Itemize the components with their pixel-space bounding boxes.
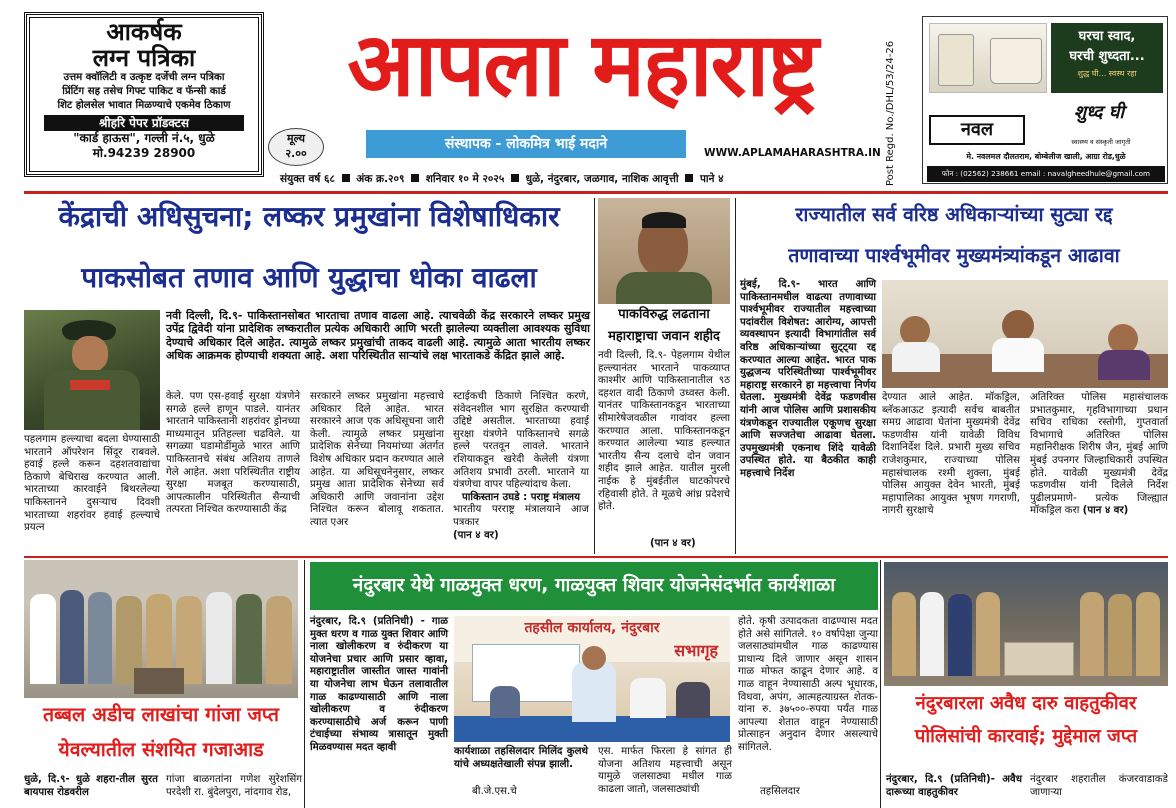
- lead-col-4-end: भारतीय परराष्ट्र मंत्रालयाने आज पत्रकार: [453, 504, 589, 528]
- ad-phone: मो.94239 28900: [92, 146, 196, 160]
- dateline: [280, 170, 900, 188]
- ad-title: आकर्षक: [106, 18, 182, 46]
- ad-title-2: लग्न पत्रिका: [92, 44, 196, 72]
- lead-col-2: केले. पण एस-हवाई सुरक्षा यंत्रणेने सगळे हल्ले हाणून पाडले. यानंतर भारताने पाकिस्तानी शहरांवर ड्रोनच्या माध्यमातून प्रतिहल्ला चढविले. या सगळ्या घडामोडींमुळे भारत आणि पाकिस्तानचे संबंध अतिशय ताणले गेले आहेत. अशा परिस्थितीत राष्ट्रीय सुरक्षा मजबूत करण्यासाठी, आपत्कालीन परिस्थितीत सैन्याची तत्परता निश्चित करण्यासाठी केंद्र: [166, 391, 300, 516]
- section-rule: [24, 556, 1168, 558]
- ad-line-3: शिट होलसेल भावात मिळण्याचे एकमेव ठिकाण: [57, 100, 231, 111]
- brand-sub: स्वास्थ्य व संस्कृती जागृती: [1071, 138, 1131, 146]
- workshop-headline: नंदुरबार येथे गाळमुक्त धरण, गाळयुक्त शिवार योजनेसंदर्भात कार्यशाळा: [352, 575, 836, 596]
- wedding-card-ad: [24, 12, 264, 177]
- police-seizure-photo: [24, 560, 298, 698]
- cm-continued: (पान ४ वर): [1082, 505, 1129, 517]
- column-rule-1: [594, 198, 595, 554]
- liquor-seizure-photo: [884, 562, 1168, 686]
- masthead-title: आपला महाराष्ट्र: [347, 13, 817, 116]
- dateline-editions: धुळे, नंदुरबार, जळगाव, नाशिक आवृत्ती: [525, 173, 679, 185]
- dateline-issue: अंक क्र.२०९: [356, 173, 405, 185]
- lead-headline-1: केंद्राची अधिसुचना; लष्कर प्रमुखांना विशेषाधिकार: [58, 200, 560, 233]
- martyr-caption-1: पाकविरुद्ध लढताना: [618, 307, 710, 322]
- ad-contact-right: फोन : (02562) 238661 email : navalgheedhule@gmail.com: [927, 166, 1165, 182]
- ad-address-right: मे. नवलमल दौलतराम, बोम्बेलीज खाली, आग्रा रोड,धुळे: [966, 152, 1126, 161]
- photo-sign-2: सभागृह: [674, 641, 718, 660]
- liquor-col-2: नंदुरबार शहरातील कंजरवाडाकडे जाणाऱ्या: [1030, 774, 1168, 798]
- workshop-col-3: एस. मार्फत फिरला हे सांगत ही योजना अतिशय महत्त्वाची असून यामुळे जलसाठ्या मधील गाळ काढला जातो, जलसाठ्यांची: [598, 746, 732, 795]
- lead-col-3: सरकारने लष्कर प्रमुखांना महत्त्वाचे अधिकार दिले आहेत. भारत सरकारने आज एक अधिसूचना जारी केली. त्यामुळे लष्कर प्रमुखांना प्रादेशिक सेनेच्या नियमांच्या अंतर्गत विशेष अधिकार प्रदान करण्यात आले आहेत. या अधिसूचनेनुसार, लष्कर प्रमुख आता प्रादेशिक सेनेच्या सर्व अधिकारी आणि जवानांना उद्देश निश्चित करून बोलावू शकतात. त्यात एअर: [310, 391, 444, 528]
- martyr-text: नवी दिल्ली, दि.९- पेहलगाम येथील हल्ल्यानंतर भारताने पाकव्याप्त काश्मीर आणि पाकिस्तानातील ९ठ दहशत वादी ठिकाणे उध्वस्त केली. यानंतर पाकिस्तानकडून भारताच्या सीमारेषेजवळील गावांवर हल्ला करण्यात आला. पाकिस्तानकडून करण्यात आलेल्या भ्याड हल्ल्यात भारतीय सैन्य दलाचे दोन जवान शहीद झाले आहेत. यातील मुरली नाईक हे मुंबईतील घाटकोपरचे रहिवासी होते. ते मूळचे आंध्र प्रदेशचे होते.: [598, 350, 730, 513]
- liquor-headline-2: पोलिसांची कारवाई; मुद्देमाल जप्त: [914, 726, 1138, 747]
- masthead-rule: [24, 191, 1168, 194]
- workshop-tahsil: तहसिलदार: [760, 786, 800, 797]
- founder-bar: संस्थापक - लोकमित्र भाई मदाने: [366, 130, 686, 158]
- ad-address: "कार्ड हाऊस", गल्ली नं.५, धुळे: [73, 131, 215, 145]
- ganja-col-1: धुळे, दि.९- धुळे शहरा-तील सुरत बायपास रोडवरील: [24, 774, 158, 798]
- ad-shop-name: श्रीहरि पेपर प्रॉडक्टस: [44, 115, 244, 131]
- dateline-date: शनिवार १० मे २०२५: [425, 173, 505, 185]
- lead-continued: (पान ४ वर): [453, 529, 499, 541]
- cm-col-1: मुंबई, दि.९- भारत आणि पाकिस्तानमधील वाढत्या तणावाच्या पार्श्वभूमीवर राज्यातील महत्त्वाच्या पदांवरील विशेषत: आरोग्य, आपत्ती व्यवस्थापन इत्यादी विभागांतील सर्व वरिष्ठ अधिकाऱ्यांच्या सुट्ट्या रद्द करण्यात आल्या आहेत. भारत पाक युद्धजन्य परिस्थितीच्या पार्श्वभूमीवर महाराष्ट्र सरकारने हा महत्त्वाचा निर्णय घेतला. मुख्यमंत्री देवेंद्र फडणवीस यांनी आज पोलिस आणि प्रशासकीय यंत्रणेकडून राज्यातील एकूणच सुरक्षा आणि सज्जतेचा आढावा घेतला. उपमुख्यमंत्री एकनाथ शिंदे यावेळी उपस्थित होते. या बैठकीत काही महत्त्वाचे निर्देश: [740, 279, 876, 479]
- website-url: WWW.APLAMAHARASHTRA.IN: [704, 147, 881, 159]
- column-rule-3: [304, 560, 305, 808]
- cm-headline-2: तणावाच्या पार्श्वभूमीवर मुख्यमंत्र्यांकडून आढावा: [788, 244, 1120, 267]
- liquor-col-1: नंदुरबार, दि.९ (प्रतिनिधी)- अवैध दारूच्या वाहतुकीवर: [886, 774, 1022, 798]
- lead-col-4: स्टाईकची ठिकाणे निश्चित करणे, संवेदनशील भाग सुरक्षित करण्याची उद्दिष्टे असतील. भारताच्या हवाई सुरक्षा यंत्रणेने पाकिस्तानचे सगळे हल्ले परतवून लावले. भारताने रशियाकडून खरेदी केलेली यंत्रणा अतिशय प्रभावी ठरली. भारताने या यंत्रणेचा वापर पहिल्यांदाच केला.: [453, 391, 589, 491]
- brand-shuddh-ghee: शुध्द घी: [1073, 102, 1125, 123]
- lead-col-4-subhead: पाकिस्तान उघडे : पराष्ट्र मंत्रालय: [462, 491, 580, 503]
- postal-registration: Post Regd. No./DHL/53/24-26: [885, 40, 896, 186]
- workshop-caption: कार्यशाळा तहसिलदार मिलिंद कुलथे यांचे अध्यक्षतेखाली संपन्न झाली.: [454, 746, 588, 770]
- soldier-photo: [598, 198, 730, 304]
- cm-meeting-photo: [882, 280, 1168, 388]
- ad-tagline-box: [1051, 23, 1163, 93]
- workshop-signoff: बी.जे.एस.चे: [472, 786, 517, 797]
- lead-intro: नवी दिल्ली, दि.९- पाकिस्तानसोबत भारताचा तणाव वाढला आहे. त्याचवेळी केंद्र सरकारने लष्कर प्रमुख उपेंद्र द्विवेदी यांना प्रादेशिक लष्करातील प्रत्येक अधिकारी आणि भरती झालेल्या व्यक्तीला आवश्यक सुविधा देण्याचे अधिकार दिले आहेत. त्यामुळे लष्कर प्रमुखांची ताकद वाढली आहे. त्यामुळे आता भारतीय लष्कर अधिक आक्रमक होण्याची शक्यता आहे. अशा परिस्थितीत साऱ्यांचे लक्ष भारताकडे केंद्रित झाले आहे.: [166, 309, 590, 363]
- price-label: मूल्य: [287, 132, 305, 145]
- martyr-caption-2: महाराष्ट्राचा जवान शहीद: [608, 329, 720, 344]
- cm-col-2: देण्यात आले आहेत. मॉकड्रिल, ब्लॅकआऊट इत्यादी सर्वच बाबतीत समग्र आढावा घेतांना मुख्यमंत्री देवेंद्र फडणवीस यांनी यावेळी विविध दिशानिर्देश दिले. प्रभारी मुख्य सचिव राजेशकुमार, राज्याच्या पोलिस महासंचालक रश्मी शुक्ला, मुंबई पोलिस आयुक्त देवेन भारती, मुंबई महापालिका आयुक्त भूषण गगराणी, नागरी सुरक्षाचे: [882, 392, 1020, 517]
- column-rule-2: [735, 198, 736, 554]
- lead-headline-2: पाकसोबत तणाव आणि युद्धाचा धोका वाढला: [81, 261, 537, 294]
- ghee-ad: [922, 16, 1168, 184]
- price-badge: [268, 128, 324, 166]
- brand-naval: नवल: [929, 115, 1025, 145]
- ad-tagline-3: शुद्ध घी... स्वस्थ रहा: [1077, 69, 1137, 78]
- workshop-headline-bar: [310, 562, 878, 610]
- cm-headline-1: राज्यातील सर्व वरिष्ठ अधिकाऱ्यांच्या सुट्या रद्द: [795, 203, 1113, 226]
- workshop-col-1: नंदुरबार, दि.९ (प्रतिनिधी) - गाळ मुक्त धरण व गाळ युक्त शिवार आणि नाला खोलीकरण व रुंदीकरण या योजनेचा प्रचार आणि प्रसार व्हावा, महाराष्ट्रातील जास्तीत जास्त गावांनी या योजनेचा लाभ घेऊन तलावातील गाळ काढण्यासाठी आणि नाला खोलीकरण व रुंदीकरण करण्यासाठीचे अर्ज करून पाणी टंचाईच्या संभाव्य त्रासातून मुक्ती मिळवण्यास मदत व्हावी: [310, 616, 448, 753]
- photo-sign-1: तहसील कार्यालय, नंदुरबार: [524, 620, 660, 636]
- ad-tagline-1: घरचा स्वाद,: [1078, 29, 1136, 44]
- ghee-jar-image: [929, 23, 1047, 93]
- ad-tagline-2: घरची शुध्दता...: [1069, 49, 1145, 64]
- liquor-headline-1: नंदुरबारला अवैध दारु वाहतुकीवर: [915, 693, 1137, 714]
- lead-col-1: पहलगाम हल्ल्याचा बदला घेण्यासाठी भारताने ऑपरेशन सिंदूर राबवले. हवाई हल्ले करून दहशतवाद्यांचा ठिकाणे बेचिराख करण्यात आली. भारताच्या कारवाईने बिथरलेल्या पाकिस्तानने दुसऱ्याच दिवशी भारताच्या शहरांवर हवाई हल्ल्याचे प्रयत्न: [24, 434, 160, 534]
- army-chief-photo: [24, 310, 160, 430]
- price-value: २.००: [285, 147, 307, 160]
- martyr-continued: (पान ४ वर): [650, 538, 696, 549]
- column-rule-4: [880, 560, 881, 808]
- ganja-col-2: गांजा बाळगतांना गणेश सुरेशसिंग परदेशी रा. बुंदेलपुरा, नांदगाव रोड,: [166, 774, 302, 798]
- ganja-headline-2: येवल्यातील संशयित गजाआड: [58, 738, 264, 761]
- workshop-photo: [454, 616, 730, 742]
- dateline-pages: पाने ४: [699, 173, 724, 185]
- ad-line-2: प्रिंटिंग सह तसेच गिफ्ट पाकिट व फॅन्सी कार्ड: [62, 86, 226, 97]
- ad-line-1: उत्तम क्वॉलिटी व उत्कृष्ट दर्जेची लग्न पत्रिका: [63, 72, 225, 83]
- ganja-headline-1: तब्बल अडीच लाखांचा गांजा जप्त: [42, 703, 280, 726]
- cm-col-3: अतिरिक्त पोलिस महासंचालक प्रभातकुमार, गृहविभागाच्या प्रधान सचिव राधिका रस्तोगी, गुप्तवार्ता विभागाचे अतिरिक्त पोलिस महानिरीक्षक शिरीष जैन, मुंबई आणि मुंबई उपनगर जिल्हाधिकारी उपस्थित होते. यावेळी मुख्यमंत्री देवेंद्र फडणवीस यांनी दिलेले निर्देश पुढीलप्रमाणे- प्रत्येक जिल्ह्यात मॉकड्रिल करा: [1030, 392, 1168, 517]
- workshop-col-2: होते. कृषी उत्पादकता वाढण्यास मदत होते असे सांगितले. १० वर्षापेक्षा जुन्या जलसाठ्यांमधील गाळ काढण्यास प्राधान्य दिले जाणार असून शासन गाळ मोफत काढून देणार आहे. व गाळ वाहून नेण्यासाठी अल्प भूधारक, विधवा, अपंग, आत्महत्याग्रस्त शेतक-यांना रु. ३७५००-रुपया पर्यंत गाळ आपल्या शेतात वाहून नेण्यासाठी प्रोत्साहन अनुदान देणार असल्याचे सांगितले.: [738, 616, 878, 753]
- dateline-year: संयुक्त वर्ष ६८: [280, 173, 335, 185]
